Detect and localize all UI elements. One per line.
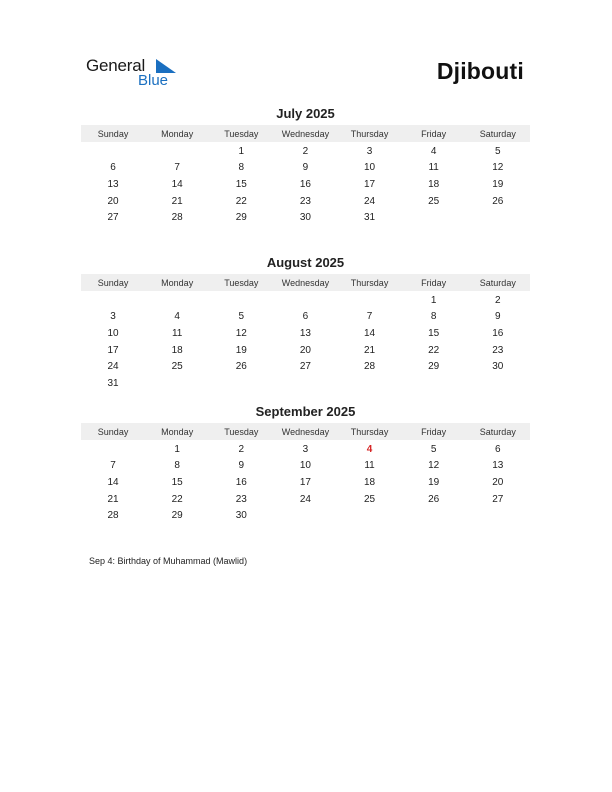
day-cell: 1	[430, 294, 437, 306]
day-cell: 18	[428, 178, 440, 190]
day-cell: 10	[299, 460, 311, 472]
day-cell: 19	[235, 344, 247, 356]
day-cell: 1	[238, 145, 245, 157]
day-cell: 20	[299, 344, 311, 356]
day-cell: 7	[110, 460, 116, 472]
day-cell: 18	[171, 344, 183, 356]
weekday-label: Saturday	[479, 426, 516, 437]
weekday-label: Monday	[161, 277, 194, 288]
weekday-header	[81, 274, 530, 291]
month-september	[81, 404, 530, 524]
day-cell: 4	[430, 145, 437, 157]
weekday-label: Thursday	[350, 277, 389, 288]
day-cell: 29	[171, 510, 183, 522]
day-cell: 16	[299, 178, 311, 190]
weekday-label: Wednesday	[281, 128, 330, 139]
week-row	[81, 292, 530, 309]
day-cell: 12	[492, 162, 504, 174]
day-cell: 15	[235, 178, 247, 190]
weekday-label: Sunday	[97, 128, 129, 139]
day-cell: 21	[171, 195, 183, 207]
month-title: August 2025	[266, 255, 345, 270]
day-cell: 17	[299, 476, 311, 488]
day-cell: 20	[492, 476, 504, 488]
day-cell: 31	[364, 212, 376, 224]
week-row	[81, 193, 530, 210]
day-cell: 1	[174, 443, 180, 455]
month-days	[81, 440, 530, 524]
weekday-label: Monday	[161, 128, 194, 139]
weekday-label: Saturday	[479, 277, 516, 288]
day-cell: 19	[428, 476, 440, 488]
holiday-note: Sep 4: Birthday of Muhammad (Mawlid)	[89, 556, 248, 566]
day-cell: 22	[428, 344, 440, 356]
holiday-day-cell: 4	[366, 443, 373, 455]
brand-blue-text: Blue	[138, 72, 169, 89]
day-cell: 14	[107, 476, 119, 488]
country-title: Djibouti	[436, 58, 524, 84]
weekday-label: Thursday	[350, 426, 389, 437]
month-july	[81, 106, 530, 226]
day-cell: 13	[492, 460, 504, 472]
day-cell: 5	[238, 311, 245, 323]
day-cell: 6	[495, 443, 501, 455]
weekday-label: Friday	[421, 426, 447, 437]
day-cell: 12	[235, 327, 247, 339]
day-cell: 8	[430, 311, 437, 323]
day-cell: 4	[174, 311, 180, 323]
day-cell: 22	[171, 493, 183, 505]
weekday-header	[81, 125, 530, 142]
week-row	[81, 491, 530, 508]
day-cell: 10	[364, 162, 376, 174]
weekday-label: Tuesday	[224, 277, 259, 288]
brand-logo	[86, 56, 186, 92]
day-cell: 11	[428, 162, 439, 174]
weekday-label: Friday	[421, 277, 447, 288]
day-cell: 25	[428, 195, 440, 207]
day-cell: 28	[107, 510, 119, 522]
weekday-label: Saturday	[479, 128, 516, 139]
day-cell: 11	[364, 460, 375, 472]
month-title: July 2025	[276, 106, 335, 121]
week-row	[81, 342, 530, 359]
day-cell: 12	[428, 460, 440, 472]
day-cell: 19	[492, 178, 504, 190]
day-cell: 13	[299, 327, 311, 339]
week-row	[81, 176, 530, 193]
day-cell: 2	[302, 145, 309, 157]
weekday-label: Wednesday	[281, 277, 330, 288]
day-cell: 3	[366, 145, 373, 157]
day-cell: 15	[428, 327, 440, 339]
week-row	[81, 160, 530, 177]
day-cell: 24	[299, 493, 311, 505]
day-cell: 21	[107, 493, 119, 505]
day-cell: 16	[492, 327, 504, 339]
day-cell: 26	[235, 361, 247, 373]
week-row	[81, 143, 530, 160]
week-row	[81, 358, 530, 375]
weekday-label: Tuesday	[224, 426, 259, 437]
day-cell: 30	[235, 510, 247, 522]
day-cell: 23	[235, 493, 247, 505]
month-title: September 2025	[255, 404, 356, 419]
day-cell: 27	[492, 493, 504, 505]
day-cell: 14	[364, 327, 376, 339]
brand-triangle-icon	[156, 59, 176, 73]
day-cell: 18	[364, 476, 376, 488]
weekday-label: Sunday	[97, 277, 129, 288]
day-cell: 26	[428, 493, 440, 505]
weekday-label: Tuesday	[224, 128, 259, 139]
day-cell: 5	[430, 443, 437, 455]
day-cell: 17	[364, 178, 376, 190]
day-cell: 9	[495, 311, 501, 323]
day-cell: 14	[171, 178, 183, 190]
day-cell: 2	[495, 294, 501, 306]
weekday-label: Monday	[161, 426, 194, 437]
day-cell: 30	[492, 361, 504, 373]
week-row	[81, 375, 530, 392]
weekday-header	[81, 423, 530, 440]
day-cell: 3	[302, 443, 309, 455]
day-cell: 11	[171, 327, 183, 339]
day-cell: 27	[299, 361, 311, 373]
day-cell: 28	[171, 212, 183, 224]
day-cell: 8	[238, 162, 245, 174]
day-cell: 29	[235, 212, 247, 224]
day-cell: 23	[299, 195, 311, 207]
day-cell: 28	[364, 361, 376, 373]
week-row	[81, 441, 530, 458]
day-cell: 25	[364, 493, 376, 505]
day-cell: 20	[107, 195, 119, 207]
day-cell: 6	[302, 311, 309, 323]
day-cell: 10	[107, 327, 119, 339]
week-row	[81, 474, 530, 491]
day-cell: 24	[107, 361, 119, 373]
day-cell: 25	[171, 361, 183, 373]
day-cell: 29	[428, 361, 440, 373]
day-cell: 22	[235, 195, 247, 207]
brand-general-text: General	[86, 56, 146, 75]
month-august	[81, 255, 530, 392]
month-days	[81, 291, 530, 392]
weekday-label: Friday	[421, 128, 447, 139]
weekday-label: Wednesday	[281, 426, 330, 437]
day-cell: 15	[171, 476, 183, 488]
day-cell: 23	[492, 344, 504, 356]
week-row	[81, 325, 530, 342]
week-row	[81, 209, 530, 226]
day-cell: 27	[107, 212, 119, 224]
week-row	[81, 507, 530, 524]
day-cell: 16	[235, 476, 247, 488]
day-cell: 24	[364, 195, 376, 207]
day-cell: 30	[299, 212, 311, 224]
weekday-label: Sunday	[97, 426, 129, 437]
day-cell: 8	[174, 460, 180, 472]
week-row	[81, 458, 530, 475]
day-cell: 31	[107, 377, 119, 389]
day-cell: 5	[495, 145, 501, 157]
day-cell: 7	[366, 311, 373, 323]
day-cell: 7	[174, 162, 180, 174]
day-cell: 6	[110, 162, 116, 174]
weekday-label: Thursday	[350, 128, 389, 139]
day-cell: 2	[238, 443, 245, 455]
day-cell: 13	[107, 178, 119, 190]
month-days	[81, 142, 530, 226]
day-cell: 21	[364, 344, 376, 356]
day-cell: 26	[492, 195, 504, 207]
day-cell: 3	[110, 311, 116, 323]
day-cell: 9	[238, 460, 245, 472]
day-cell: 9	[302, 162, 309, 174]
day-cell: 17	[107, 344, 119, 356]
week-row	[81, 309, 530, 326]
